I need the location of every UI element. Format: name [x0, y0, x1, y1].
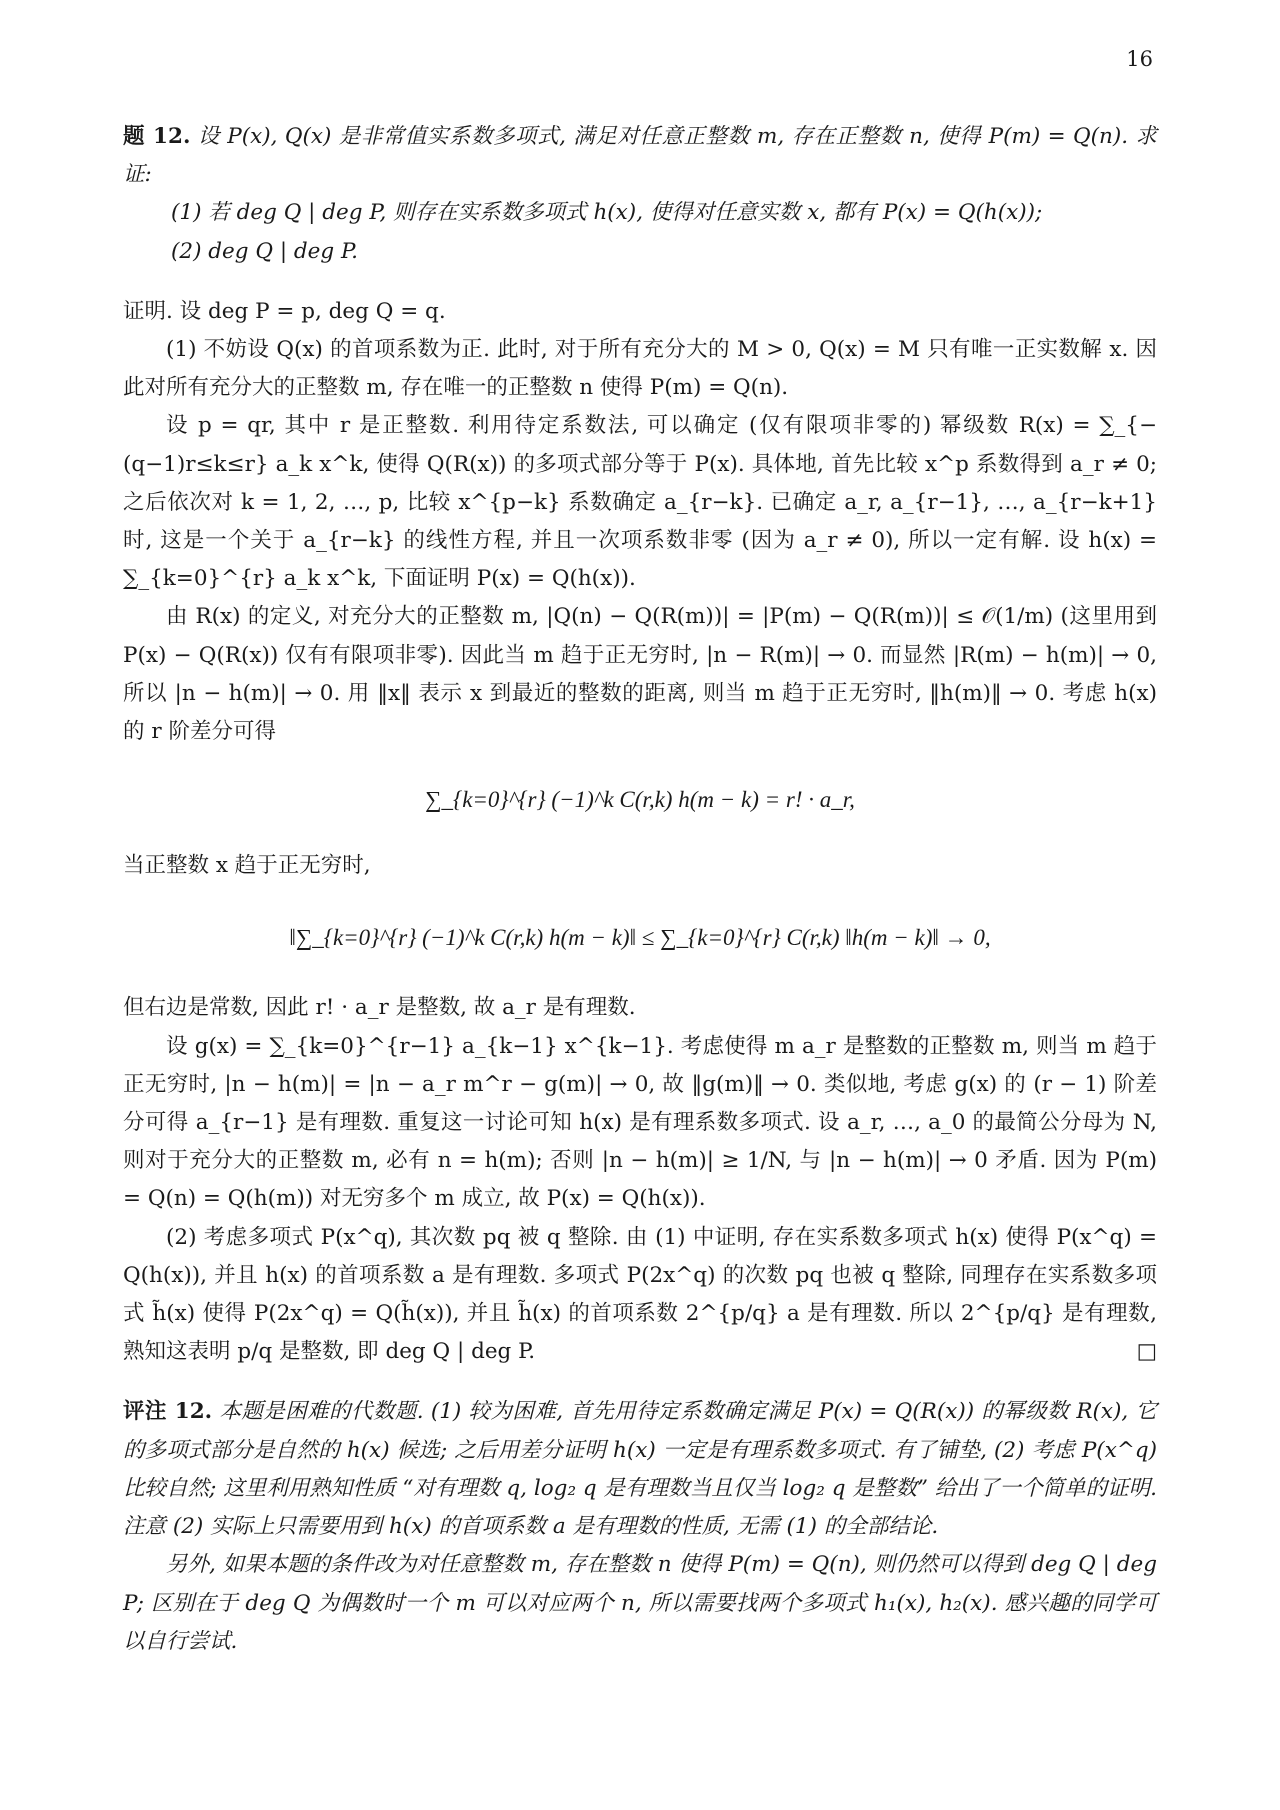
page-content: [123, 118, 1157, 1661]
proof-paragraph-4: 当正整数 x 趋于正无穷时,: [123, 853, 371, 879]
proof-paragraph-3: 由 R(x) 的定义, 对充分大的正整数 m, |Q(n) − Q(R(m))| = |P(m) − Q(R(m))| ≤ 𝒪(1/m) (这里用到 P(x) − Q(R(x)) 仅有有限项非零). 因此当 m 趋于正无穷时, |n − R(m)| → 0. 而显然 |R(m) − h(m)| → 0, 所以 |n − h(m)| → 0. 用 ‖x‖ 表示 x 到最近的整数的距离, 则当 m 趋于正无穷时, ‖h(m)‖ → 0. 考虑 h(x) 的 r 阶差分可得: [123, 604, 1157, 745]
page-number: 16: [1126, 47, 1153, 71]
proof-paragraph-5: 但右边是常数, 因此 r! · a_r 是整数, 故 a_r 是有理数.: [123, 995, 636, 1021]
proof-paragraph-7: [123, 1219, 1157, 1372]
problem-text: 设 P(x), Q(x) 是非常值实系数多项式, 满足对任意正整数 m, 存在正整数 n, 使得 P(m) = Q(n). 求证:: [123, 124, 1157, 188]
problem-label: 题 12.: [123, 124, 191, 149]
problem-part-1: (1) 若 deg Q | deg P, 则存在实系数多项式 h(x), 使得对任意实数 x, 都有 P(x) = Q(h(x));: [171, 200, 1043, 226]
qed-symbol: □: [1136, 1339, 1157, 1365]
remark-paragraph-2: 另外, 如果本题的条件改为对任意整数 m, 存在整数 n 使得 P(m) = Q(n), 则仍然可以得到 deg Q | deg P; 区别在于 deg Q 为偶数时一个 m 可以对应两个 n, 所以需要找两个多项式 h₁(x), h₂(x). 感兴趣的同学可以自行尝试.: [123, 1552, 1157, 1654]
proof-paragraph-2: 设 p = qr, 其中 r 是正整数. 利用待定系数法, 可以确定 (仅有限项非零的) 幂级数 R(x) = ∑_{−(q−1)r≤k≤r} a_k x^k, 使得 Q(R(x)) 的多项式部分等于 P(x). 具体地, 首先比较 x^p 系数得到 a_r ≠ 0; 之后依次对 k = 1, 2, …, p, 比较 x^{p−k} 系数确定 a_{r−k}. 已确定 a_r, a_{r−1}, …, a_{r−k+1} 时, 这是一个关于 a_{r−k} 的线性方程, 并且一次项系数非零 (因为 a_r ≠ 0), 所以一定有解. 设 h(x) = ∑_{k=0}^{r} a_k x^k, 下面证明 P(x) = Q(h(x)).: [123, 413, 1157, 592]
proof-paragraph-6: 设 g(x) = ∑_{k=0}^{r−1} a_{k−1} x^{k−1}. 考虑使得 m a_r 是整数的正整数 m, 则当 m 趋于正无穷时, |n − h(m)| = |n − a_r m^r − g(m)| → 0, 故 ‖g(m)‖ → 0. 类似地, 考虑 g(x) 的 (r − 1) 阶差分可得 a_{r−1} 是有理数. 重复这一讨论可知 h(x) 是有理系数多项式. 设 a_r, …, a_0 的最简公分母为 N, 则对于充分大的正整数 m, 必有 n = h(m); 否则 |n − h(m)| ≥ 1/N, 与 |n − h(m)| → 0 矛盾. 因为 P(m) = Q(n) = Q(h(m)) 对无穷多个 m 成立, 故 P(x) = Q(h(x)).: [123, 1033, 1157, 1212]
remark-text-1: 本题是困难的代数题. (1) 较为困难, 首先用待定系数确定满足 P(x) = Q(R(x)) 的幂级数 R(x), 它的多项式部分是自然的 h(x) 候选; 之后用差分证明 h(x) 一定是有理系数多项式. 有了铺垫, (2) 考虑 P(x^q) 比较自然; 这里利用熟知性质 “对有理数 q, log₂ q 是有理数当且仅当 log₂ q 是整数” 给出了一个简单的证明. 注意 (2) 实际上只需要用到 h(x) 的首项系数 a 是有理数的性质, 无需 (1) 的全部结论.: [123, 1399, 1158, 1540]
proof-intro: 证明. 设 deg P = p, deg Q = q.: [123, 298, 446, 324]
proof-paragraph-1: (1) 不妨设 Q(x) 的首项系数为正. 此时, 对于所有充分大的 M > 0, Q(x) = M 只有唯一正实数解 x. 因此对所有充分大的正整数 m, 存在唯一的正整数 n 使得 P(m) = Q(n).: [123, 337, 1157, 401]
proof-paragraph-7-text: (2) 考虑多项式 P(x^q), 其次数 pq 被 q 整除. 由 (1) 中证明, 存在实系数多项式 h(x) 使得 P(x^q) = Q(h(x)), 并且 h(x) 的首项系数 a 是有理数. 多项式 P(2x^q) 的次数 pq 也被 q 整除, 同理存在实系数多项式 h̃(x) 使得 P(2x^q) = Q(h̃(x)), 并且 h̃(x) 的首项系数 2^{p/q} a 是有理数. 所以 2^{p/q} 是有理数, 熟知这表明 p/q 是整数, 即 deg Q | deg P.: [123, 1224, 1157, 1365]
display-equation-1: ∑_{k=0}^{r} (−1)^k C(r,k) h(m − k) = r! · a_r,: [425, 787, 855, 813]
display-equation-2: ‖∑_{k=0}^{r} (−1)^k C(r,k) h(m − k)‖ ≤ ∑_{k=0}^{r} C(r,k) ‖h(m − k)‖ → 0,: [289, 925, 991, 951]
problem-part-2: (2) deg Q | deg P.: [171, 238, 358, 264]
remark-label: 评注 12.: [123, 1399, 213, 1425]
remark-paragraph-1: [123, 1393, 1157, 1546]
problem-statement: [123, 118, 1157, 194]
